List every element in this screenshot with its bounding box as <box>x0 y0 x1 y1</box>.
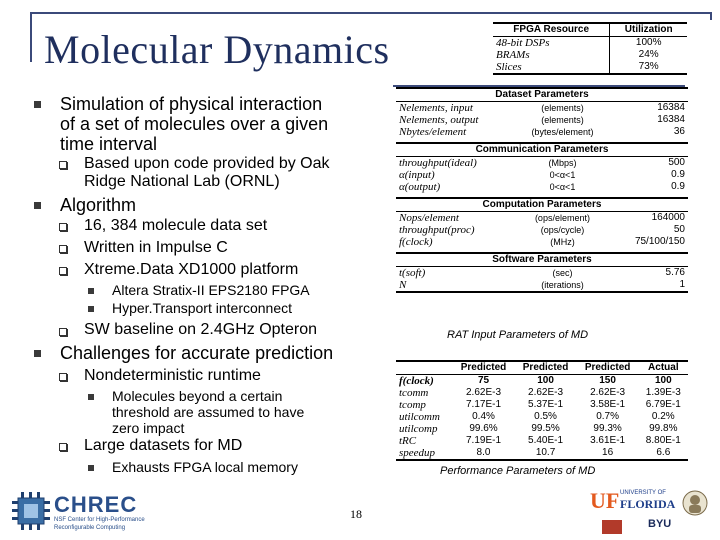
perf-value: 100 <box>537 375 554 386</box>
dataset-parameters-header: Dataset Parameters <box>396 88 688 102</box>
perf-value: 6.79E-1 <box>645 399 681 410</box>
perf-row <box>396 399 688 411</box>
computation-parameters-header: Computation Parameters <box>396 198 688 212</box>
perf-row <box>396 423 688 435</box>
perf-param: tcomp <box>399 399 426 411</box>
byu-logo: BYU <box>648 518 672 530</box>
software-parameters-header: Software Parameters <box>396 253 688 267</box>
perf-value: 99.6% <box>469 423 498 434</box>
rat-value: 16384 <box>657 114 685 125</box>
rat-param: α(output) <box>399 181 441 193</box>
perf-header: Predicted <box>452 361 514 375</box>
perf-param: tRC <box>399 435 417 447</box>
perf-row <box>396 387 688 399</box>
rat-param: f(clock) <box>399 236 433 248</box>
sub-bullet-marker <box>59 161 67 169</box>
perf-value: 6.6 <box>639 447 688 460</box>
bullet-marker <box>34 101 41 108</box>
rat-unit: (ops/element) <box>534 213 590 223</box>
bullet-nondeterministic: Nondeterministic runtime <box>84 367 261 384</box>
virginia-tech-logo <box>602 520 622 534</box>
fpga-cell: 24% <box>638 49 659 60</box>
university-logos <box>590 488 710 538</box>
perf-row <box>396 447 688 460</box>
perf-value: 8.0 <box>452 447 514 460</box>
perf-param: tcomm <box>399 387 429 399</box>
bullet-challenges: Challenges for accurate prediction <box>60 343 334 363</box>
perf-value: 99.3% <box>593 423 622 434</box>
rat-input-caption: RAT Input Parameters of MD <box>447 329 589 341</box>
bullet-memory: Exhausts FPGA local memory <box>112 459 298 475</box>
perf-param: utilcomm <box>399 411 440 423</box>
perf-value: 2.62E-3 <box>465 387 502 398</box>
bullet-hypertransport: Hyper.Transport interconnect <box>112 300 293 316</box>
sub-bullet-marker <box>59 245 67 253</box>
perf-value: 0.2% <box>651 411 675 422</box>
bullet-platform: Xtreme.Data XD1000 platform <box>84 261 299 278</box>
perf-value: 8.80E-1 <box>645 435 681 446</box>
perf-value: 7.19E-1 <box>465 435 502 446</box>
rat-param: throughput(proc) <box>399 224 475 236</box>
rat-unit: (ops/cycle) <box>540 225 585 235</box>
perf-value: 5.37E-1 <box>528 399 564 410</box>
fpga-cell: 48-bit DSPs <box>493 37 610 50</box>
chrec-logo <box>10 490 160 534</box>
chrec-chip-icon <box>10 490 52 534</box>
rat-param: Nelements, output <box>399 114 479 126</box>
perf-value: 7.17E-1 <box>465 399 502 410</box>
title-frame-top <box>30 12 710 14</box>
perf-header <box>396 361 452 375</box>
perf-param: f(clock) <box>399 375 434 387</box>
sub-bullet-marker <box>59 443 67 451</box>
perf-value: 0.5% <box>534 411 557 422</box>
sub-sub-bullet-marker <box>88 465 94 471</box>
rat-value: 50 <box>673 224 685 235</box>
rat-value: 16384 <box>657 102 685 113</box>
perf-param: utilcomp <box>399 423 438 435</box>
rat-value: 0.9 <box>671 181 685 192</box>
rat-unit: (iterations) <box>515 279 610 292</box>
title-frame-left <box>30 12 32 62</box>
perf-header: Predicted <box>577 361 639 375</box>
rat-value: 0.9 <box>671 169 685 180</box>
bullet-marker <box>34 202 41 209</box>
rat-param: throughput(ideal) <box>399 157 477 169</box>
perf-value: 2.62E-3 <box>528 387 564 398</box>
rat-param: Nbytes/element <box>399 126 467 138</box>
fpga-cell: Slices <box>493 61 610 74</box>
bullet-sw-baseline: SW baseline on 2.4GHz Opteron <box>84 321 318 338</box>
rat-value: 500 <box>668 157 685 168</box>
uf-florida: FLORIDA <box>620 497 676 511</box>
sub-sub-bullet-marker <box>88 306 94 312</box>
perf-value: 1.39E-3 <box>645 387 681 398</box>
communication-parameters-header: Communication Parameters <box>396 143 688 157</box>
rat-param: Nops/element <box>399 212 459 224</box>
rat-unit: (MHz) <box>550 237 575 247</box>
perf-value: 3.61E-1 <box>590 435 626 446</box>
rat-param: t(soft) <box>399 267 426 279</box>
perf-value: 10.7 <box>515 447 577 460</box>
sub-bullet-marker <box>59 267 67 275</box>
title-frame-right <box>710 12 712 20</box>
bullet-marker <box>34 350 41 357</box>
page-number: 18 <box>350 507 362 521</box>
perf-value: 100 <box>654 375 672 386</box>
sub-bullet-marker <box>59 328 67 336</box>
perf-row <box>396 411 688 423</box>
rat-value: 36 <box>673 126 685 137</box>
fpga-cell: 73% <box>610 61 687 74</box>
rat-input-table <box>396 87 688 293</box>
perf-row <box>396 435 688 447</box>
chrec-name: CHREC <box>54 492 138 517</box>
rat-param: N <box>396 279 515 292</box>
rat-unit: (Mbps) <box>548 158 577 168</box>
perf-row <box>396 375 688 388</box>
fpga-cell: 100% <box>635 37 662 48</box>
uf-logo-mark: UF <box>590 488 620 513</box>
bullet-dataset: 16, 384 molecule data set <box>84 217 268 234</box>
bullet-threshold: Molecules beyond a certain threshold are assumed to have zero impact <box>112 388 305 436</box>
bullet-algorithm: Algorithm <box>60 195 137 215</box>
perf-value: 99.8% <box>649 423 678 434</box>
perf-value: 99.5% <box>531 423 560 434</box>
fpga-cell: BRAMs <box>493 49 610 61</box>
perf-value: 5.40E-1 <box>528 435 564 446</box>
perf-value: 0.7% <box>596 411 619 422</box>
perf-header: Actual <box>639 361 688 375</box>
chrec-subtitle-2: Reconfigurable Computing <box>54 525 126 531</box>
uf-university-of: UNIVERSITY OF <box>620 490 666 496</box>
bullet-altera: Altera Stratix-II EPS2180 FPGA <box>112 282 310 298</box>
rat-unit: (sec) <box>552 268 573 278</box>
sub-sub-bullet-marker <box>88 394 94 400</box>
fpga-resource-table <box>493 22 687 75</box>
rat-value: 164000 <box>651 212 685 223</box>
bullet-large-datasets: Large datasets for MD <box>84 437 243 454</box>
perf-value: 0.4% <box>472 411 495 422</box>
rat-unit: 0<α<1 <box>549 170 576 180</box>
rat-value: 5.76 <box>665 267 685 278</box>
perf-param: speedup <box>396 447 452 460</box>
perf-value: 16 <box>577 447 639 460</box>
perf-value: 3.58E-1 <box>590 399 626 410</box>
performance-table <box>396 360 688 461</box>
chrec-subtitle-1: NSF Center for High-Performance <box>54 517 145 523</box>
rat-unit: (elements) <box>541 115 584 125</box>
rat-unit: 0<α<1 <box>549 182 576 192</box>
perf-header: Predicted <box>515 361 577 375</box>
fpga-header-resource: FPGA Resource <box>493 23 610 37</box>
bullet-impulse-c: Written in Impulse C <box>84 239 228 256</box>
performance-caption: Performance Parameters of MD <box>440 465 596 477</box>
perf-value: 75 <box>477 375 490 386</box>
bullet-simulation: Simulation of physical interaction of a set of molecules over a given time interval <box>60 94 329 154</box>
rat-unit: (elements) <box>541 103 584 113</box>
rat-unit: (bytes/element) <box>531 127 594 137</box>
fpga-header-utilization: Utilization <box>610 23 687 37</box>
sub-sub-bullet-marker <box>88 288 94 294</box>
rat-param: Nelements, input <box>399 102 473 114</box>
rat-value: 75/100/150 <box>634 236 685 247</box>
bullet-ornl: Based upon code provided by Oak Ridge National Lab (ORNL) <box>84 155 330 190</box>
slide-title: Molecular Dynamics <box>44 27 390 72</box>
rat-value: 1 <box>610 279 688 292</box>
perf-value: 2.62E-3 <box>590 387 626 398</box>
perf-value: 150 <box>599 375 616 386</box>
sub-bullet-marker <box>59 223 67 231</box>
rat-param: α(input) <box>399 169 435 181</box>
sub-bullet-marker <box>59 373 67 381</box>
gwu-seal-icon <box>682 488 708 518</box>
